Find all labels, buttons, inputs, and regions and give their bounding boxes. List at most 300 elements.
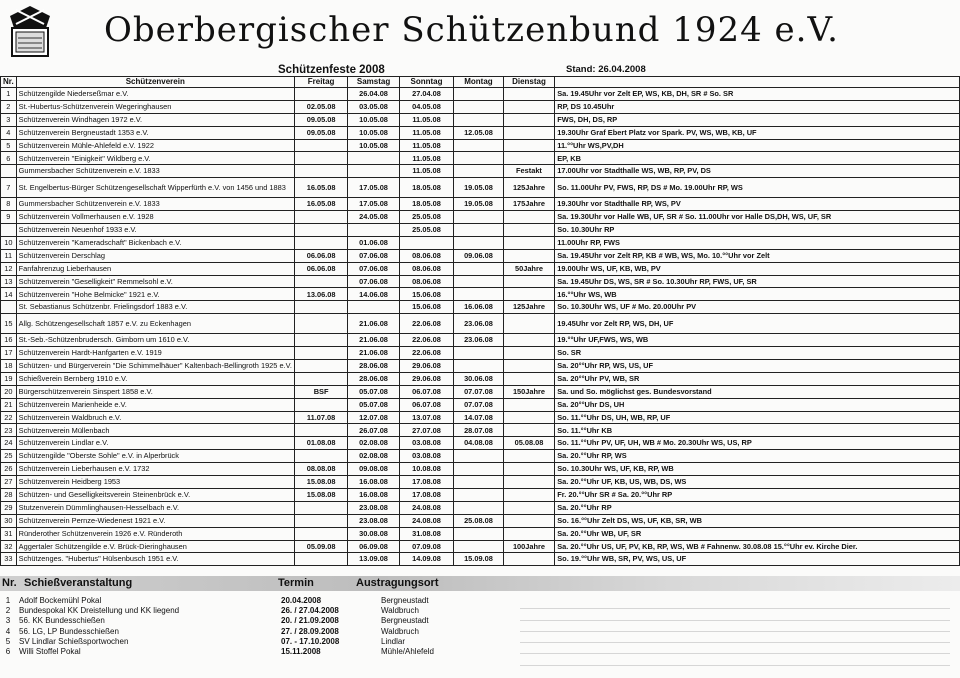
date-sunday: 11.05.08 <box>399 126 453 139</box>
date-friday: 01.08.08 <box>294 437 347 450</box>
schedule-note: Sa. 19.30Uhr vor Halle WB, UF, SR # So. 11.00Uhr vor Halle DS,DH, WS, UF, SR <box>555 211 960 224</box>
row-number: 3 <box>5 616 11 626</box>
date-friday <box>294 301 347 314</box>
date-monday <box>454 236 503 249</box>
table-row <box>1 178 960 198</box>
club-name: St. Engelbertus-Bürger Schützengesellschaft Wipperfürth e.V. von 1456 und 1883 <box>16 178 294 198</box>
club-name: Schützenges. "Hubertus" Hülsenbusch 1951 e.V. <box>16 553 294 566</box>
date-saturday: 07.06.08 <box>348 249 400 262</box>
date-tuesday <box>503 334 555 347</box>
schedule-note: Sa. 19.45Uhr vor Zelt EP, WS, KB, DH, SR # So. SR <box>555 88 960 101</box>
table-row <box>1 488 960 501</box>
date-friday <box>294 450 347 463</box>
row-number: 8 <box>1 198 17 211</box>
date-sunday: 08.06.08 <box>399 275 453 288</box>
table-row <box>1 411 960 424</box>
schedule-note: So. SR <box>555 347 960 360</box>
club-name: Schützenverein Pernze-Wiedenest 1921 e.V. <box>16 514 294 527</box>
schedule-note: FWS, DH, DS, RP <box>555 113 960 126</box>
date-monday: 09.06.08 <box>454 249 503 262</box>
schedule-note: So. 11.°°Uhr KB <box>555 424 960 437</box>
date-monday <box>454 360 503 373</box>
table-row <box>1 165 960 178</box>
date-saturday: 17.05.08 <box>348 198 400 211</box>
table-row <box>1 88 960 101</box>
date-saturday: 26.07.08 <box>348 424 400 437</box>
date-sunday: 18.05.08 <box>399 178 453 198</box>
date-monday <box>454 488 503 501</box>
date-saturday: 23.08.08 <box>348 514 400 527</box>
date-monday: 23.06.08 <box>454 334 503 347</box>
club-name: Schützenverein Hardt-Hanfgarten e.V. 1919 <box>16 347 294 360</box>
schedule-note: 19.30Uhr Graf Ebert Platz vor Spark. PV, WS, WB, KB, UF <box>555 126 960 139</box>
date-monday <box>454 165 503 178</box>
schedule-note: 11.°°Uhr WS,PV,DH <box>555 139 960 152</box>
club-name: Aggertaler Schützengilde e.V. Brück-Dieringhausen <box>16 540 294 553</box>
event-name: 56. LG, LP Bundesschießen <box>19 626 119 636</box>
row-number: 32 <box>1 540 17 553</box>
table-row <box>1 152 960 165</box>
table-row <box>1 385 960 398</box>
list-item <box>0 637 518 647</box>
schedule-note: 19.00Uhr WS, UF, KB, WB, PV <box>555 262 960 275</box>
date-friday: 16.05.08 <box>294 178 347 198</box>
club-name: Gummersbacher Schützenverein e.V. 1833 <box>16 198 294 211</box>
club-name: St.-Hubertus-Schützenverein Wegeringhausen <box>16 100 294 113</box>
date-tuesday <box>503 347 555 360</box>
date-saturday: 24.05.08 <box>348 211 400 224</box>
date-sunday: 17.08.08 <box>399 488 453 501</box>
row-number: 21 <box>1 398 17 411</box>
date-tuesday <box>503 476 555 489</box>
date-sunday: 03.08.08 <box>399 437 453 450</box>
date-monday: 12.05.08 <box>454 126 503 139</box>
date-monday <box>454 347 503 360</box>
table-row <box>1 540 960 553</box>
row-number: 4 <box>5 626 11 636</box>
date-saturday: 28.06.08 <box>348 372 400 385</box>
club-name: Schützenverein Bergneustadt 1353 e.V. <box>16 126 294 139</box>
date-saturday: 21.06.08 <box>348 347 400 360</box>
date-sunday <box>399 236 453 249</box>
column-header: Termin <box>278 577 314 589</box>
row-number: 7 <box>1 178 17 198</box>
date-saturday: 13.09.08 <box>348 553 400 566</box>
schedule-note: Sa. 20.°°Uhr RP, WS <box>555 450 960 463</box>
date-friday <box>294 211 347 224</box>
date-monday <box>454 262 503 275</box>
list-item <box>0 606 518 616</box>
date-saturday: 30.08.08 <box>348 527 400 540</box>
list-item <box>0 627 518 637</box>
schedule-note: Sa. 20°°Uhr DS, UH <box>555 398 960 411</box>
date-saturday: 01.06.08 <box>348 236 400 249</box>
date-friday <box>294 165 347 178</box>
table-header-row <box>1 77 960 88</box>
date-friday <box>294 527 347 540</box>
date-tuesday: 150Jahre <box>503 385 555 398</box>
table-row <box>1 514 960 527</box>
table-row <box>1 198 960 211</box>
club-name: Bürgerschützenverein Sinspert 1858 e.V. <box>16 385 294 398</box>
date-monday <box>454 527 503 540</box>
schedule-note: RP, DS 10.45Uhr <box>555 100 960 113</box>
festival-table <box>0 76 960 566</box>
date-sunday: 13.07.08 <box>399 411 453 424</box>
date-tuesday: 50Jahre <box>503 262 555 275</box>
date-tuesday <box>503 514 555 527</box>
club-name: Schießverein Bernberg 1910 e.V. <box>16 372 294 385</box>
date-tuesday: 100Jahre <box>503 540 555 553</box>
schedule-note: Sa. 19.45Uhr DS, WS, SR # So. 10.30Uhr RP, FWS, UF, SR <box>555 275 960 288</box>
date-friday <box>294 360 347 373</box>
table-row <box>1 553 960 566</box>
row-number: 2 <box>1 100 17 113</box>
date-saturday: 02.08.08 <box>348 437 400 450</box>
table-row <box>1 463 960 476</box>
date-tuesday: 05.08.08 <box>503 437 555 450</box>
column-header: Schützenverein <box>16 77 294 88</box>
event-place: Lindlar <box>381 637 406 646</box>
date-friday: 05.09.08 <box>294 540 347 553</box>
table-row <box>1 424 960 437</box>
date-monday: 25.08.08 <box>454 514 503 527</box>
column-header: Freitag <box>294 77 347 88</box>
row-number: 2 <box>5 606 11 616</box>
table-row <box>1 100 960 113</box>
date-sunday: 29.06.08 <box>399 372 453 385</box>
date-monday: 07.07.08 <box>454 385 503 398</box>
document-header <box>0 0 960 62</box>
schedule-note: 19.°°Uhr UF,FWS, WS, WB <box>555 334 960 347</box>
date-tuesday <box>503 360 555 373</box>
row-number: 29 <box>1 501 17 514</box>
date-tuesday: 125Jahre <box>503 178 555 198</box>
date-monday <box>454 275 503 288</box>
date-friday <box>294 236 347 249</box>
club-name: Schützengilde "Oberste Sohle" e.V. in Alperbrück <box>16 450 294 463</box>
schedule-note: So. 16.°°Uhr Zelt DS, WS, UF, KB, SR, WB <box>555 514 960 527</box>
date-saturday: 10.05.08 <box>348 113 400 126</box>
event-name: Willi Stoffel Pokal <box>19 647 81 657</box>
schedule-note: Sa. 20.°°Uhr WB, UF, SR <box>555 527 960 540</box>
date-tuesday <box>503 463 555 476</box>
date-monday <box>454 224 503 237</box>
date-friday: 16.05.08 <box>294 198 347 211</box>
date-tuesday <box>503 139 555 152</box>
club-crest-icon <box>2 2 58 60</box>
row-number: 19 <box>1 372 17 385</box>
date-tuesday <box>503 288 555 301</box>
date-tuesday <box>503 100 555 113</box>
date-sunday: 11.05.08 <box>399 165 453 178</box>
event-place: Waldbruch <box>381 606 419 616</box>
club-name: St.-Seb.-Schützenbrudersch. Gimborn um 1610 e.V. <box>16 334 294 347</box>
club-name: Fanfahrenzug Lieberhausen <box>16 262 294 275</box>
row-number: 18 <box>1 360 17 373</box>
row-number: 3 <box>1 113 17 126</box>
date-monday <box>454 100 503 113</box>
date-friday <box>294 347 347 360</box>
row-number: 28 <box>1 488 17 501</box>
row-number: 27 <box>1 476 17 489</box>
row-number: 22 <box>1 411 17 424</box>
date-tuesday <box>503 424 555 437</box>
date-tuesday <box>503 527 555 540</box>
section-header-bar <box>0 576 960 591</box>
date-saturday: 26.04.08 <box>348 88 400 101</box>
date-sunday: 22.06.08 <box>399 314 453 334</box>
club-name: Schützengilde Niederseßmar e.V. <box>16 88 294 101</box>
date-tuesday <box>503 249 555 262</box>
row-number <box>1 301 17 314</box>
schedule-note: 19.30Uhr vor Stadthalle RP, WS, PV <box>555 198 960 211</box>
date-sunday: 15.06.08 <box>399 288 453 301</box>
table-row <box>1 224 960 237</box>
date-friday <box>294 139 347 152</box>
date-monday: 28.07.08 <box>454 424 503 437</box>
column-header <box>555 77 960 88</box>
date-tuesday <box>503 314 555 334</box>
date-tuesday <box>503 553 555 566</box>
date-tuesday: 125Jahre <box>503 301 555 314</box>
table-row <box>1 527 960 540</box>
schedule-note: So. 11.00Uhr PV, FWS, RP, DS # Mo. 19.00Uhr RP, WS <box>555 178 960 198</box>
date-friday: 15.08.08 <box>294 476 347 489</box>
row-number: 26 <box>1 463 17 476</box>
table-row <box>1 288 960 301</box>
club-name: Schützenverein "Kameradschaft" Bickenbach e.V. <box>16 236 294 249</box>
date-saturday: 10.05.08 <box>348 126 400 139</box>
schedule-note: Sa. 20.°°Uhr US, UF, PV, KB, RP, WS, WB # Fahnenw. 30.08.08 15.°°Uhr ev. Kirche Dier. <box>555 540 960 553</box>
event-place: Waldbruch <box>381 626 419 636</box>
date-saturday <box>348 301 400 314</box>
schedule-note: Sa. und So. möglichst ges. Bundesvorstand <box>555 385 960 398</box>
schedule-note: 19.45Uhr vor Zelt RP, WS, DH, UF <box>555 314 960 334</box>
date-friday: 09.05.08 <box>294 113 347 126</box>
date-saturday: 03.05.08 <box>348 100 400 113</box>
event-name: Bundespokal KK Dreistellung und KK liegend <box>19 606 180 616</box>
row-number: 11 <box>1 249 17 262</box>
schedule-note: So. 19.°°Uhr WB, SR, PV, WS, US, UF <box>555 553 960 566</box>
date-monday: 14.07.08 <box>454 411 503 424</box>
schedule-note: So. 10.30Uhr WS, UF # Mo. 20.00Uhr PV <box>555 301 960 314</box>
date-saturday: 14.06.08 <box>348 288 400 301</box>
row-number: 16 <box>1 334 17 347</box>
date-friday <box>294 514 347 527</box>
date-saturday: 09.08.08 <box>348 463 400 476</box>
date-monday <box>454 88 503 101</box>
row-number: 5 <box>5 637 11 646</box>
date-sunday: 14.09.08 <box>399 553 453 566</box>
date-friday <box>294 88 347 101</box>
date-saturday: 12.07.08 <box>348 411 400 424</box>
date-tuesday <box>503 88 555 101</box>
row-number <box>1 224 17 237</box>
column-header: Montag <box>454 77 503 88</box>
club-name: Schützenverein Heidberg 1953 <box>16 476 294 489</box>
date-sunday: 27.07.08 <box>399 424 453 437</box>
table-row <box>1 249 960 262</box>
date-sunday: 25.05.08 <box>399 211 453 224</box>
date-tuesday <box>503 211 555 224</box>
date-tuesday <box>503 113 555 126</box>
date-sunday: 04.05.08 <box>399 100 453 113</box>
event-date: 26. / 27.04.2008 <box>281 606 339 616</box>
schedule-note: 11.00Uhr RP, FWS <box>555 236 960 249</box>
schedule-note: Sa. 20.°°Uhr UF, KB, US, WB, DS, WS <box>555 476 960 489</box>
row-number: 33 <box>1 553 17 566</box>
date-sunday: 06.07.08 <box>399 398 453 411</box>
column-header: Samstag <box>348 77 400 88</box>
club-name: Schützenverein Müllenbach <box>16 424 294 437</box>
date-saturday: 21.06.08 <box>348 334 400 347</box>
table-row <box>1 113 960 126</box>
date-saturday: 05.07.08 <box>348 385 400 398</box>
club-name: Schützenverein Derschlag <box>16 249 294 262</box>
club-name: Schützen- und Geselligkeitsverein Steinenbrück e.V. <box>16 488 294 501</box>
table-title: Schützenfeste 2008 <box>278 64 385 76</box>
row-number: 13 <box>1 275 17 288</box>
date-tuesday: 175Jahre <box>503 198 555 211</box>
date-sunday: 22.06.08 <box>399 347 453 360</box>
table-row <box>1 501 960 514</box>
row-number: 31 <box>1 527 17 540</box>
date-monday: 16.06.08 <box>454 301 503 314</box>
date-monday: 19.05.08 <box>454 178 503 198</box>
column-header: Nr. <box>1 77 17 88</box>
stand-date: Stand: 26.04.2008 <box>566 64 646 75</box>
date-friday <box>294 224 347 237</box>
date-sunday: 11.05.08 <box>399 139 453 152</box>
list-item <box>0 596 518 606</box>
date-saturday: 21.06.08 <box>348 314 400 334</box>
date-saturday <box>348 152 400 165</box>
club-name: Schützen- und Bürgerverein "Die Schimmelhäuer" Kaltenbach-Bellingroth 1925 e.V. <box>16 360 294 373</box>
shooting-events-table <box>0 596 518 658</box>
row-number: 6 <box>5 647 11 657</box>
schedule-note: Sa. 20.°°Uhr RP <box>555 501 960 514</box>
date-friday <box>294 334 347 347</box>
date-sunday: 08.06.08 <box>399 262 453 275</box>
date-monday <box>454 288 503 301</box>
date-monday <box>454 450 503 463</box>
schedule-note: Sa. 19.45Uhr vor Zelt RP, KB # WB, WS, Mo. 10.°°Uhr vor Zelt <box>555 249 960 262</box>
date-sunday: 03.08.08 <box>399 450 453 463</box>
row-number: 9 <box>1 211 17 224</box>
table-row <box>1 262 960 275</box>
date-sunday: 06.07.08 <box>399 385 453 398</box>
club-name: Schützenverein "Hohe Belmicke" 1921 e.V. <box>16 288 294 301</box>
club-name: Allg. Schützengesellschaft 1857 e.V. zu Eckenhagen <box>16 314 294 334</box>
column-header: Nr. <box>2 577 17 589</box>
row-number: 23 <box>1 424 17 437</box>
date-monday: 15.09.08 <box>454 553 503 566</box>
event-place: Mühle/Ahlefeld <box>381 647 434 657</box>
schedule-note: 17.00Uhr vor Stadthalle WS, WB, RP, PV, DS <box>555 165 960 178</box>
page-title: Oberbergischer Schützenbund 1924 e.V. <box>104 10 839 50</box>
date-tuesday <box>503 450 555 463</box>
date-sunday: 11.05.08 <box>399 152 453 165</box>
schedule-note: Sa. 20°°Uhr PV, WB, SR <box>555 372 960 385</box>
date-saturday: 07.06.08 <box>348 275 400 288</box>
date-tuesday <box>503 275 555 288</box>
date-friday <box>294 424 347 437</box>
club-name: Ründerother Schützenverein 1926 e.V. Ründeroth <box>16 527 294 540</box>
date-friday <box>294 372 347 385</box>
schedule-note: So. 10.30Uhr WS, UF, KB, RP, WB <box>555 463 960 476</box>
club-name: Schützenverein Lieberhausen e.V. 1732 <box>16 463 294 476</box>
date-sunday: 31.08.08 <box>399 527 453 540</box>
schedule-note: 16.°°Uhr WS, WB <box>555 288 960 301</box>
date-friday: 06.06.08 <box>294 262 347 275</box>
date-monday <box>454 476 503 489</box>
event-date: 07. - 17.10.2008 <box>281 637 340 646</box>
date-saturday: 16.08.08 <box>348 476 400 489</box>
date-friday: 06.06.08 <box>294 249 347 262</box>
event-name: Adolf Bockemühl Pokal <box>19 596 102 605</box>
schedule-note: Fr. 20.°°Uhr SR # Sa. 20.°°Uhr RP <box>555 488 960 501</box>
date-sunday: 25.05.08 <box>399 224 453 237</box>
table-row <box>1 275 960 288</box>
date-sunday: 22.06.08 <box>399 334 453 347</box>
club-name: St. Sebastianus Schützenbr. Frielingsdorf 1883 e.V. <box>16 301 294 314</box>
date-sunday: 11.05.08 <box>399 113 453 126</box>
date-friday: 15.08.08 <box>294 488 347 501</box>
list-item <box>0 617 518 627</box>
date-saturday <box>348 165 400 178</box>
date-monday <box>454 540 503 553</box>
schedule-note: Sa. 20°°Uhr RP, WS, US, UF <box>555 360 960 373</box>
date-sunday: 10.08.08 <box>399 463 453 476</box>
row-number: 12 <box>1 262 17 275</box>
table-row <box>1 139 960 152</box>
date-monday: 19.05.08 <box>454 198 503 211</box>
table-row <box>1 437 960 450</box>
date-sunday: 24.08.08 <box>399 501 453 514</box>
date-sunday: 15.06.08 <box>399 301 453 314</box>
club-name: Stutzenverein Dümmlinghausen-Hesselbach e.V. <box>16 501 294 514</box>
date-saturday: 06.09.08 <box>348 540 400 553</box>
date-saturday: 02.08.08 <box>348 450 400 463</box>
date-tuesday: Festakt <box>503 165 555 178</box>
date-monday <box>454 152 503 165</box>
date-tuesday <box>503 372 555 385</box>
date-tuesday <box>503 126 555 139</box>
row-number: 4 <box>1 126 17 139</box>
date-monday: 07.07.08 <box>454 398 503 411</box>
club-name: Schützenverein Marienheide e.V. <box>16 398 294 411</box>
club-name: Schützenverein Waldbruch e.V. <box>16 411 294 424</box>
event-date: 27. / 28.09.2008 <box>281 626 339 636</box>
club-name: Gummersbacher Schützenverein e.V. 1833 <box>16 165 294 178</box>
club-name: Schützenverein "Einigkeit" Wildberg e.V. <box>16 152 294 165</box>
row-number: 20 <box>1 385 17 398</box>
date-tuesday <box>503 411 555 424</box>
table-row <box>1 314 960 334</box>
date-friday <box>294 398 347 411</box>
table-row <box>1 360 960 373</box>
date-monday: 04.08.08 <box>454 437 503 450</box>
schedule-note: EP, KB <box>555 152 960 165</box>
row-number: 10 <box>1 236 17 249</box>
table-row <box>1 334 960 347</box>
table-row <box>1 398 960 411</box>
club-name: Schützenverein Neuenhof 1933 e.V. <box>16 224 294 237</box>
row-number: 25 <box>1 450 17 463</box>
event-place: Bergneustadt <box>381 596 429 605</box>
date-friday: BSF <box>294 385 347 398</box>
